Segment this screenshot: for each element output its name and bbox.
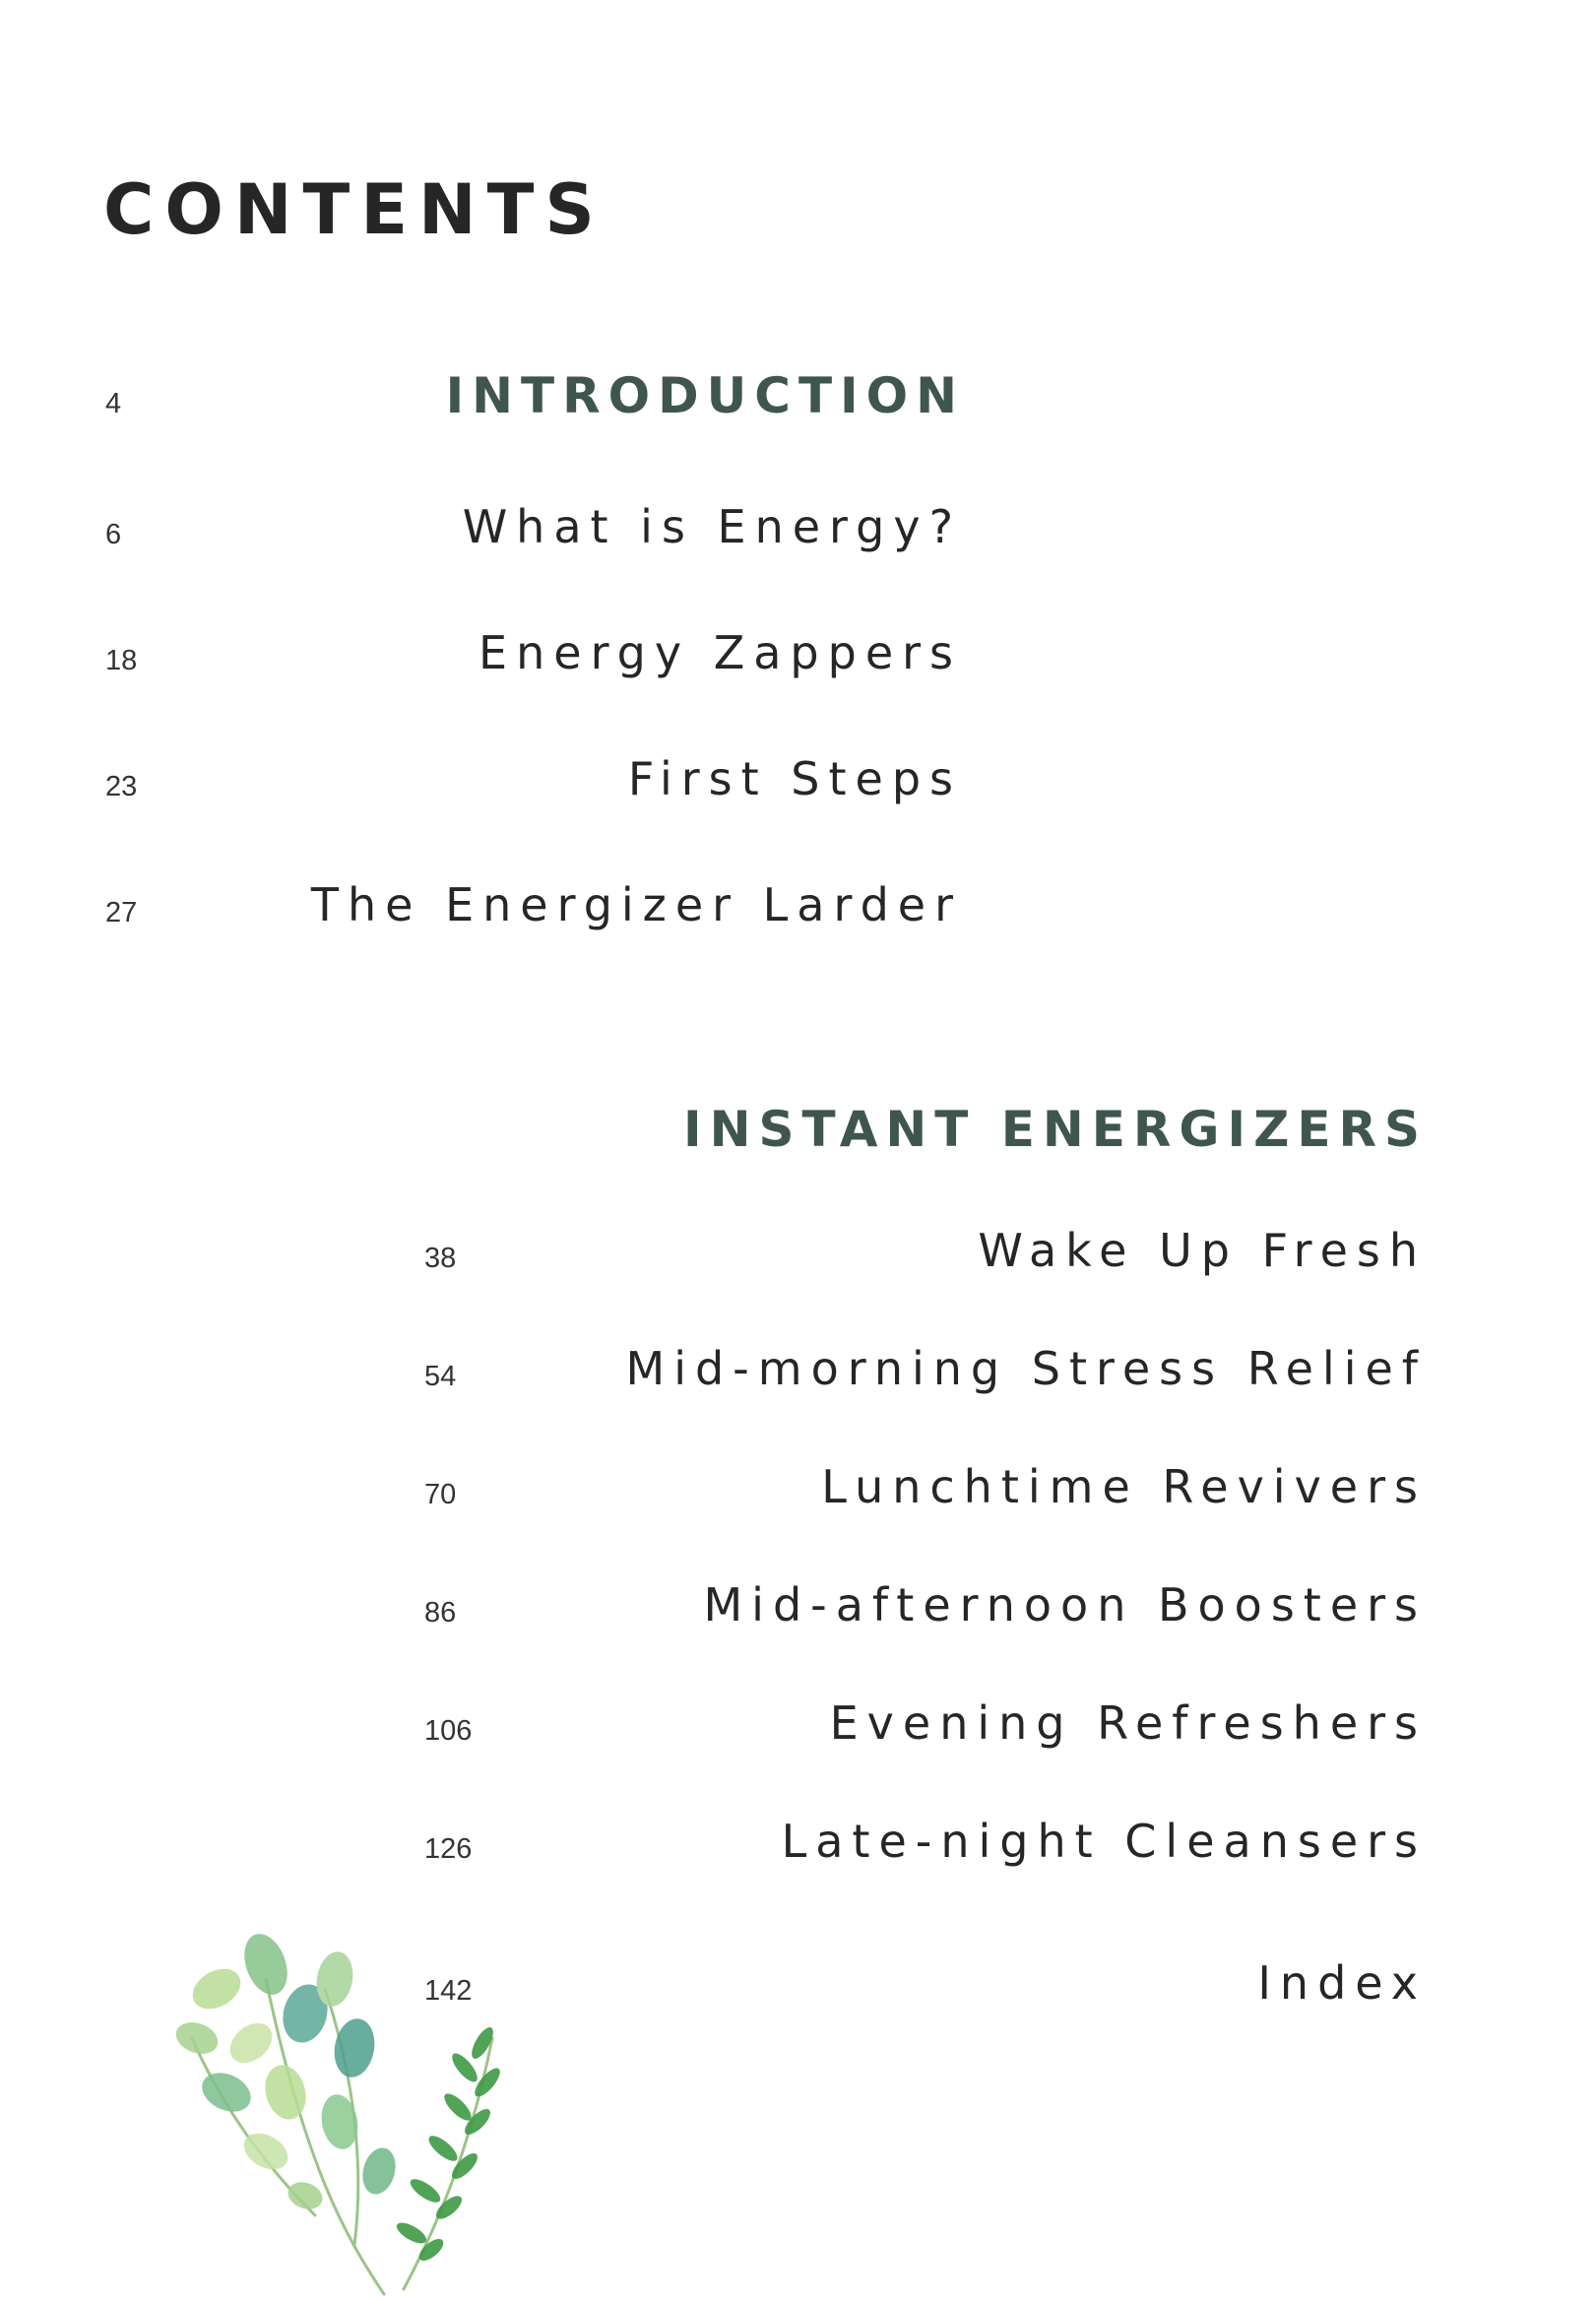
entry-title: What is Energy? [462, 500, 962, 553]
page-number: 142 [424, 1975, 473, 2007]
entry-title: Evening Refreshers [829, 1696, 1427, 1750]
page-number: 126 [424, 1833, 473, 1865]
entry-title: First Steps [627, 752, 962, 805]
page-number: 54 [424, 1361, 457, 1392]
toc-entry-energy-zappers[interactable] [105, 623, 962, 682]
entry-title: The Energizer Larder [310, 878, 962, 931]
toc-entry-late-night-cleansers[interactable] [424, 1812, 1427, 1871]
entry-title: Wake Up Fresh [978, 1224, 1427, 1277]
page-number: 27 [105, 897, 138, 928]
toc-entry-mid-morning-stress-relief[interactable] [424, 1339, 1427, 1398]
toc-entry-energizer-larder[interactable] [105, 875, 962, 934]
toc-entry-lunchtime-revivers[interactable] [424, 1457, 1427, 1516]
toc-entry-wake-up-fresh[interactable] [424, 1221, 1427, 1280]
entry-title: Mid-morning Stress Relief [625, 1342, 1427, 1395]
page-number: 23 [105, 771, 138, 802]
entry-title: Lunchtime Revivers [821, 1460, 1427, 1513]
page-title: CONTENTS [103, 169, 606, 250]
page-number: 70 [424, 1479, 457, 1510]
watercolor-leaf-sprig-icon [158, 1920, 512, 2299]
toc-entry-what-is-energy[interactable] [105, 497, 962, 556]
entry-title: Index [1257, 1956, 1427, 2010]
page-number: 18 [105, 645, 138, 676]
entry-title: Energy Zappers [479, 626, 962, 679]
section-heading-instant-energizers: INSTANT ENERGIZERS [683, 1101, 1428, 1158]
page-number: 6 [105, 519, 122, 550]
entry-title: Mid-afternoon Boosters [703, 1578, 1427, 1631]
toc-entry-index[interactable] [424, 1953, 1427, 2013]
page-number: 106 [424, 1715, 473, 1747]
page-number: 38 [424, 1243, 457, 1274]
toc-entry-evening-refreshers[interactable] [424, 1694, 1427, 1753]
section-heading-introduction[interactable]: INTRODUCTION [445, 367, 965, 424]
page-number: 4 [105, 388, 122, 419]
toc-entry-introduction[interactable] [105, 366, 962, 425]
entry-title: Late-night Cleansers [781, 1815, 1427, 1868]
page-number: 86 [424, 1597, 457, 1629]
toc-entry-mid-afternoon-boosters[interactable] [424, 1575, 1427, 1634]
toc-entry-first-steps[interactable] [105, 749, 962, 808]
